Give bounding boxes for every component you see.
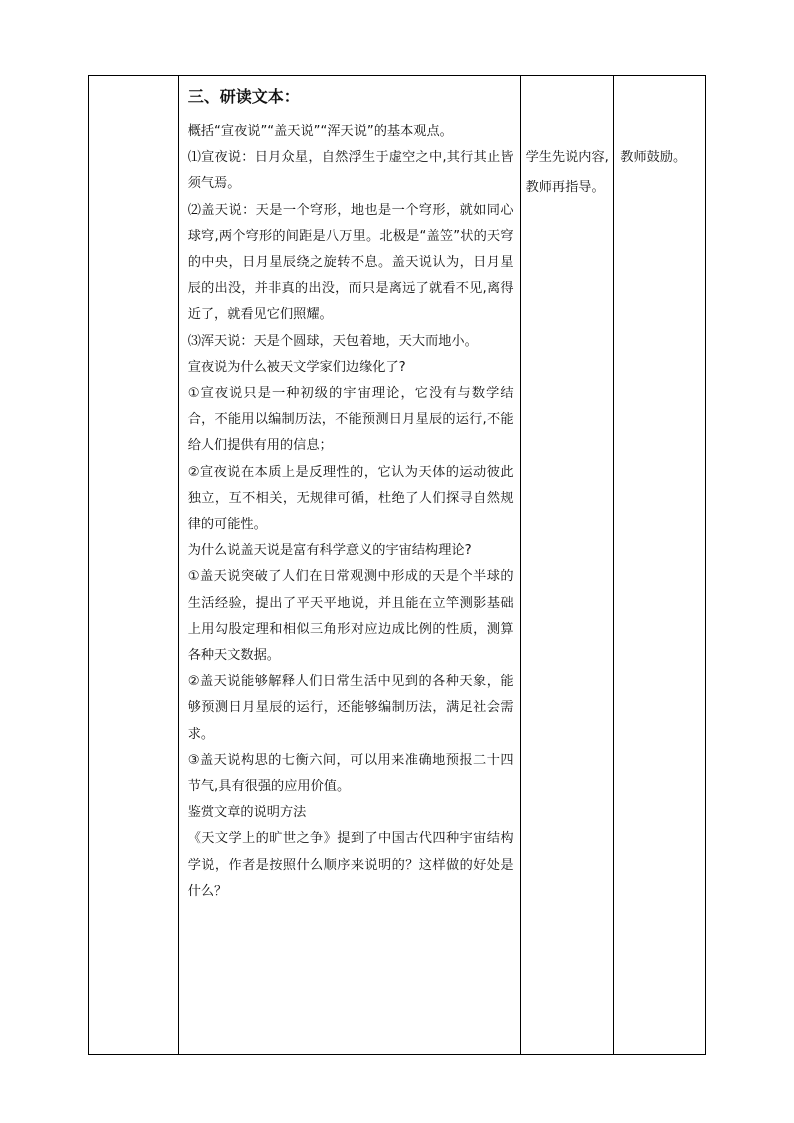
paragraph: ⑶浑天说：天是个圆球，天包着地，天大而地小。 <box>187 333 478 349</box>
student-activity-text: 学生先说内容,教师再指导。 <box>525 150 609 195</box>
table-cell-teacher-activity <box>613 76 705 1054</box>
teacher-activity-text: 教师鼓励。 <box>620 150 687 165</box>
table-cell-blank <box>89 76 178 1054</box>
lesson-plan-table <box>88 75 706 1055</box>
paragraph: ⑴宣夜说：日月众星，自然浮生于虚空之中,其行其止皆须气焉。 <box>187 150 514 192</box>
paragraph: 鉴赏文章的说明方法 <box>187 805 307 821</box>
paragraph: 概括“宣夜说”“盖天说”“浑天说”的基本观点。 <box>187 124 453 139</box>
paragraph: ②盖天说能够解释人们日常生活中见到的各种天象，能够预测日月星辰的运行，还能够编制历法，满足社会需求。 <box>187 674 514 742</box>
table-cell-content <box>178 76 520 1054</box>
paragraph: ①宣夜说只是一种初级的宇宙理论，它没有与数学结合，不能用以编制历法，不能预测日月星辰的运行,不能给人们提供有用的信息； <box>187 386 514 454</box>
paragraph: 宣夜说为什么被天文学家们边缘化了? <box>187 359 406 375</box>
paragraph: 为什么说盖天说是富有科学意义的宇宙结构理论? <box>187 543 472 559</box>
paragraph: ②宣夜说在本质上是反理性的，它认为天体的运动彼此独立，互不相关，无规律可循，杜绝了人们探寻自然规律的可能性。 <box>187 464 514 533</box>
paragraph: ③盖天说构思的七衡六间，可以用来准确地预报二十四节气,具有很强的应用价值。 <box>187 752 514 795</box>
table-cell-student-activity <box>520 76 614 1054</box>
paragraph: ⑵盖天说：天是一个穹形，地也是一个穹形，就如同心球穹,两个穹形的间距是八万里。北极是“盖笠”状的天穹的中央，日月星辰绕之旋转不息。盖天说认为，日月星辰的出没，并非真的出没，而只是离远了就看不见,离得近了，就看见它们照耀。 <box>187 202 514 323</box>
paragraph: 《天文学上的旷世之争》提到了中国古代四种宇宙结构学说，作者是按照什么顺序来说明的？这样做的好处是什么？ <box>187 831 514 899</box>
section-title: 三、研读文本： <box>187 87 300 106</box>
paragraph: ①盖天说突破了人们在日常观测中形成的天是个半球的生活经验，提出了平天平地说，并且能在立竿测影基础上用勾股定理和相似三角形对应边成比例的性质，测算各种天文数据。 <box>187 569 514 664</box>
